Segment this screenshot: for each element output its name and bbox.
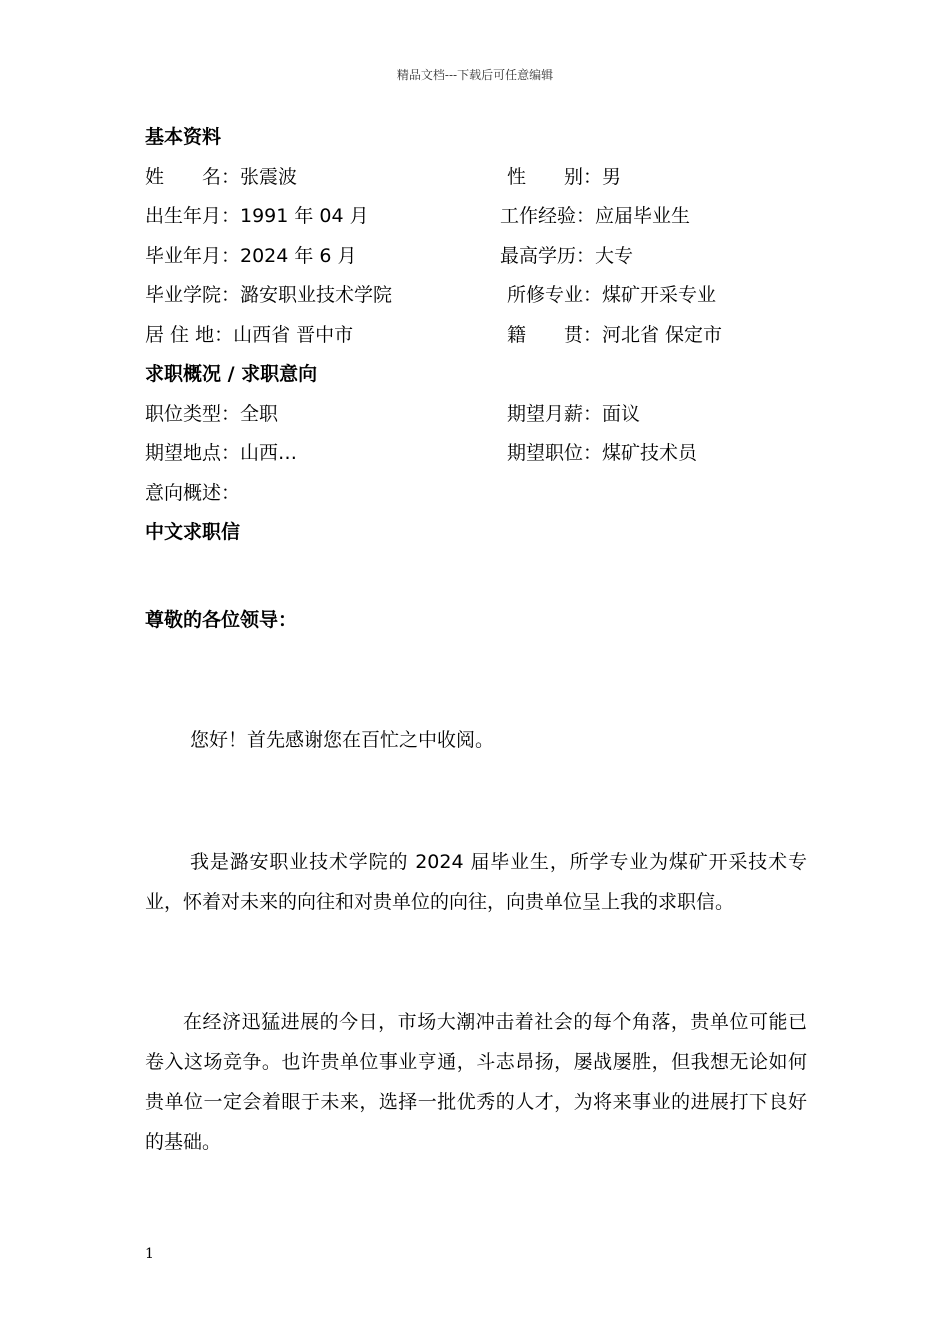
field-birth: 出生年月：1991 年 04 月 — [145, 205, 369, 227]
field-origin: 籍 贯：河北省 保定市 — [507, 324, 723, 346]
page-header: 精品文档---下载后可任意编辑 — [396, 68, 554, 82]
field-residence: 居 住 地：山西省 晋中市 — [145, 324, 354, 346]
field-name: 姓 名：张震波 — [145, 166, 298, 188]
field-gender: 性 别：男 — [507, 166, 622, 188]
section-title-letter: 中文求职信 — [145, 521, 241, 543]
field-location: 期望地点：山西… — [145, 442, 298, 464]
letter-paragraph-2: 我是潞安职业技术学院的 2024 届毕业生，所学专业为煤矿开采技术专业，怀着对未来的向往和对贵单位的向往，向贵单位呈上我的求职信。 — [145, 851, 807, 913]
field-position: 期望职位：煤矿技术员 — [507, 442, 698, 464]
section-title-basic: 基本资料 — [145, 126, 222, 148]
section-title-job: 求职概况 / 求职意向 — [145, 363, 318, 385]
letter-paragraph-3: 在经济迅猛进展的今日，市场大潮冲击着社会的每个角落，贵单位可能已卷入这场竞争。也许贵单位事业亨通，斗志昂扬，屡战屡胜，但我想无论如何贵单位一定会着眼于未来，选择一批优秀的人才，为将来事业的进展打下良好的基础。 — [145, 1011, 807, 1153]
letter-paragraph-1: 您好！首先感谢您在百忙之中收阅。 — [190, 729, 495, 751]
field-school: 毕业学院：潞安职业技术学院 — [145, 284, 393, 306]
field-education: 最高学历：大专 — [500, 245, 634, 267]
field-summary: 意向概述： — [145, 482, 241, 504]
page-number: 1 — [145, 1246, 154, 1262]
field-major: 所修专业：煤矿开采专业 — [507, 284, 717, 306]
field-experience: 工作经验：应届毕业生 — [500, 205, 691, 227]
field-graduation: 毕业年月：2024 年 6 月 — [145, 245, 357, 267]
field-job-type: 职位类型：全职 — [145, 403, 279, 425]
letter-salutation: 尊敬的各位领导： — [145, 609, 298, 631]
field-salary: 期望月薪：面议 — [507, 403, 641, 425]
